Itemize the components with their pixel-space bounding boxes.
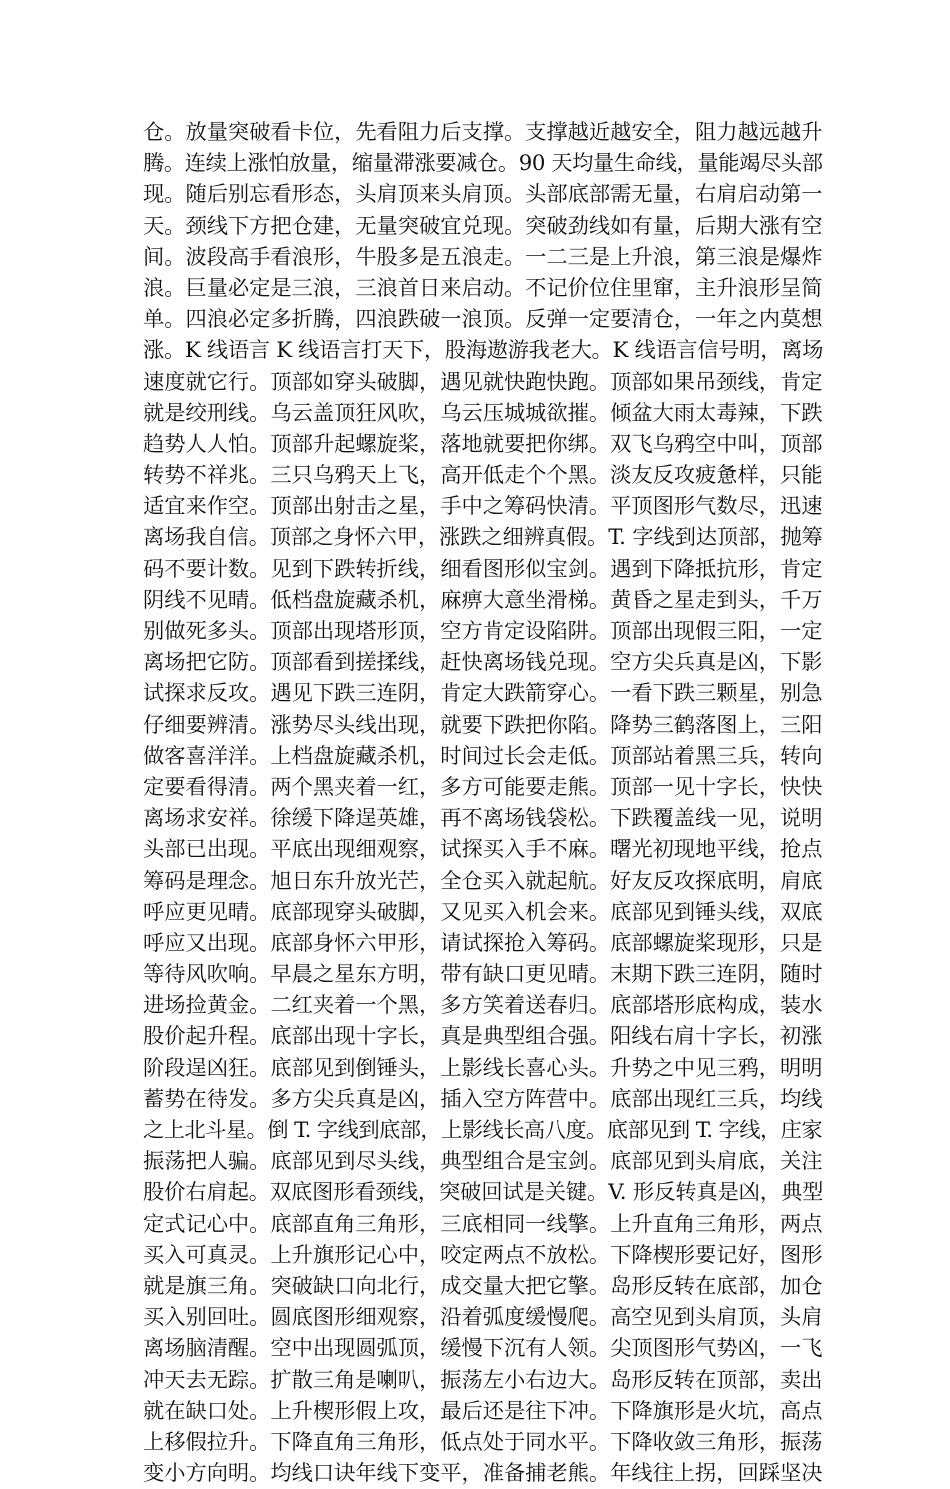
text-line: 头部已出现。平底出现细观察，试探买入手不麻。曙光初现地平线，抢点: [143, 837, 823, 863]
text-line: 做客喜洋洋。上档盘旋藏杀机，时间过长会走低。顶部站着黑三兵，转向: [143, 743, 823, 769]
text-line: 仓。放量突破看卡位，先看阻力后支撑。支撑越近越安全，阻力越远越升: [143, 120, 823, 145]
text-line: 上移假拉升。下降直角三角形，低点处于同水平。下降收敛三角形，振荡: [143, 1429, 823, 1455]
text-line: 码不要计数。见到下跌转折线，细看图形似宝剑。遇到下降抵抗形，肯定: [143, 556, 823, 582]
text-line: 蓄势在待发。多方尖兵真是凶，插入空方阵营中。底部出现红三兵，均线: [143, 1086, 823, 1112]
text-line: 现。随后别忘看形态，头肩顶来头肩顶。头部底部需无量，右肩启动第一: [143, 182, 823, 208]
text-line: 就在缺口处。上升楔形假上攻，最后还是往下冲。下降旗形是火坑，高点: [143, 1398, 823, 1424]
text-line: 转势不祥兆。三只乌鸦天上飞，高开低走个个黑。淡友反攻疲惫样，只能: [143, 463, 823, 489]
text-line: 之上北斗星。倒 T. 字线到底部，上影线长高八度。底部见到 T. 字线，庄家: [143, 1118, 823, 1143]
body-text: [143, 117, 823, 1489]
text-line: 买入可真灵。上升旗形记心中，咬定两点不放松。下降楔形要记好，图形: [143, 1242, 823, 1268]
text-line: 适宜来作空。顶部出射击之星，手中之筹码快清。平顶图形气数尽，迅速: [143, 494, 823, 520]
text-line: 离场脑清醒。空中出现圆弧顶，缓慢下沉有人领。尖顶图形气势凶，一飞: [143, 1336, 823, 1362]
text-line: 就是旗三角。突破缺口向北行，成交量大把它擎。岛形反转在底部，加仓: [143, 1273, 823, 1299]
text-line: 变小方向明。均线口诀年线下变平，准备捕老熊。年线往上拐，回踩坚决: [143, 1461, 823, 1487]
text-line: 别做死多头。顶部出现塔形顶，空方肯定设陷阱。顶部出现假三阳，一定: [143, 619, 823, 644]
text-line: 买入别回吐。圆底图形细观察，沿着弧度缓慢爬。高空见到头肩顶，头肩: [143, 1305, 823, 1331]
text-line: 阴线不见晴。低档盘旋藏杀机，麻痹大意坐滑梯。黄昏之星走到头，千万: [143, 587, 823, 613]
text-line: 速度就它行。顶部如穿头破脚，遇见就快跑快跑。顶部如果吊颈线，肯定: [143, 369, 823, 395]
text-line: 进场捡黄金。二红夹着一个黑，多方笑着送春归。底部塔形底构成，装水: [143, 993, 823, 1019]
text-line: 试探求反攻。遇见下跌三连阴，肯定大跌箭穿心。一看下跌三颗星，别急: [143, 681, 823, 707]
text-line: 单。四浪必定多折腾，四浪跌破一浪顶。反弹一定要清仓，一年之内莫想: [143, 307, 823, 333]
text-line: 趋势人人怕。顶部升起螺旋桨，落地就要把你绑。双飞乌鸦空中叫，顶部: [143, 431, 823, 457]
text-line: 间。波段高手看浪形，牛股多是五浪走。一二三是上升浪，第三浪是爆炸: [143, 244, 823, 270]
text-line: 天。颈线下方把仓建，无量突破宜兑现。突破劲线如有量，后期大涨有空: [143, 213, 823, 239]
text-line: 筹码是理念。旭日东升放光芒，全仓买入就起航。好友反攻探底明，肩底: [143, 868, 823, 894]
text-line: 股价起升程。底部出现十字长，真是典型组合强。阳线右肩十字长，初涨: [143, 1024, 823, 1050]
text-line: 离场求安祥。徐缓下降逞英雄，再不离场钱袋松。下跌覆盖线一见，说明: [143, 806, 823, 832]
text-line: 振荡把人骗。底部见到尽头线，典型组合是宝剑。底部见到头肩底，关注: [143, 1149, 823, 1175]
text-line: 定式记心中。底部直角三角形，三底相同一线擎。上升直角三角形，两点: [143, 1211, 823, 1237]
text-line: 离场我自信。顶部之身怀六甲，涨跌之细辨真假。T. 字线到达顶部，抛筹: [143, 525, 823, 551]
text-line: 腾。连续上涨怕放量，缩量滞涨要减仓。90 天均量生命线，量能竭尽头部: [143, 151, 823, 177]
text-line: 股价右肩起。双底图形看颈线，突破回试是关键。V. 形反转真是凶，典型: [143, 1180, 824, 1206]
text-line: 阶段逞凶狂。底部见到倒锤头，上影线长喜心头。升势之中见三鸦，明明: [143, 1055, 823, 1081]
text-line: 定要看得清。两个黑夹着一红，多方可能要走熊。顶部一见十字长，快快: [143, 774, 823, 800]
text-line: 冲天去无踪。扩散三角是喇叭，振荡左小右边大。岛形反转在顶部，卖出: [143, 1367, 823, 1393]
text-line: 涨。K 线语言 K 线语言打天下，股海遨游我老大。K 线语言信号明，离场: [143, 338, 824, 364]
text-line: 等待风吹响。早晨之星东方明，带有缺口更见晴。末期下跌三连阴，随时: [143, 962, 823, 988]
text-line: 浪。巨量必定是三浪，三浪首日来启动。不记价位住里窜，主升浪形呈简: [143, 275, 823, 301]
text-line: 呼应又出现。底部身怀六甲形，请试探抢入筹码。底部螺旋桨现形，只是: [143, 930, 823, 956]
text-line: 仔细要辨清。涨势尽头线出现，就要下跌把你陷。降势三鹤落图上，三阳: [143, 712, 823, 738]
text-line: 离场把它防。顶部看到搓揉线，赶快离场钱兑现。空方尖兵真是凶，下影: [143, 650, 823, 676]
text-line: 就是绞刑线。乌云盖顶狂风吹，乌云压城城欲摧。倾盆大雨太毒辣，下跌: [143, 400, 823, 426]
text-line: 呼应更见晴。底部现穿头破脚，又见买入机会来。底部见到锤头线，双底: [143, 899, 823, 925]
